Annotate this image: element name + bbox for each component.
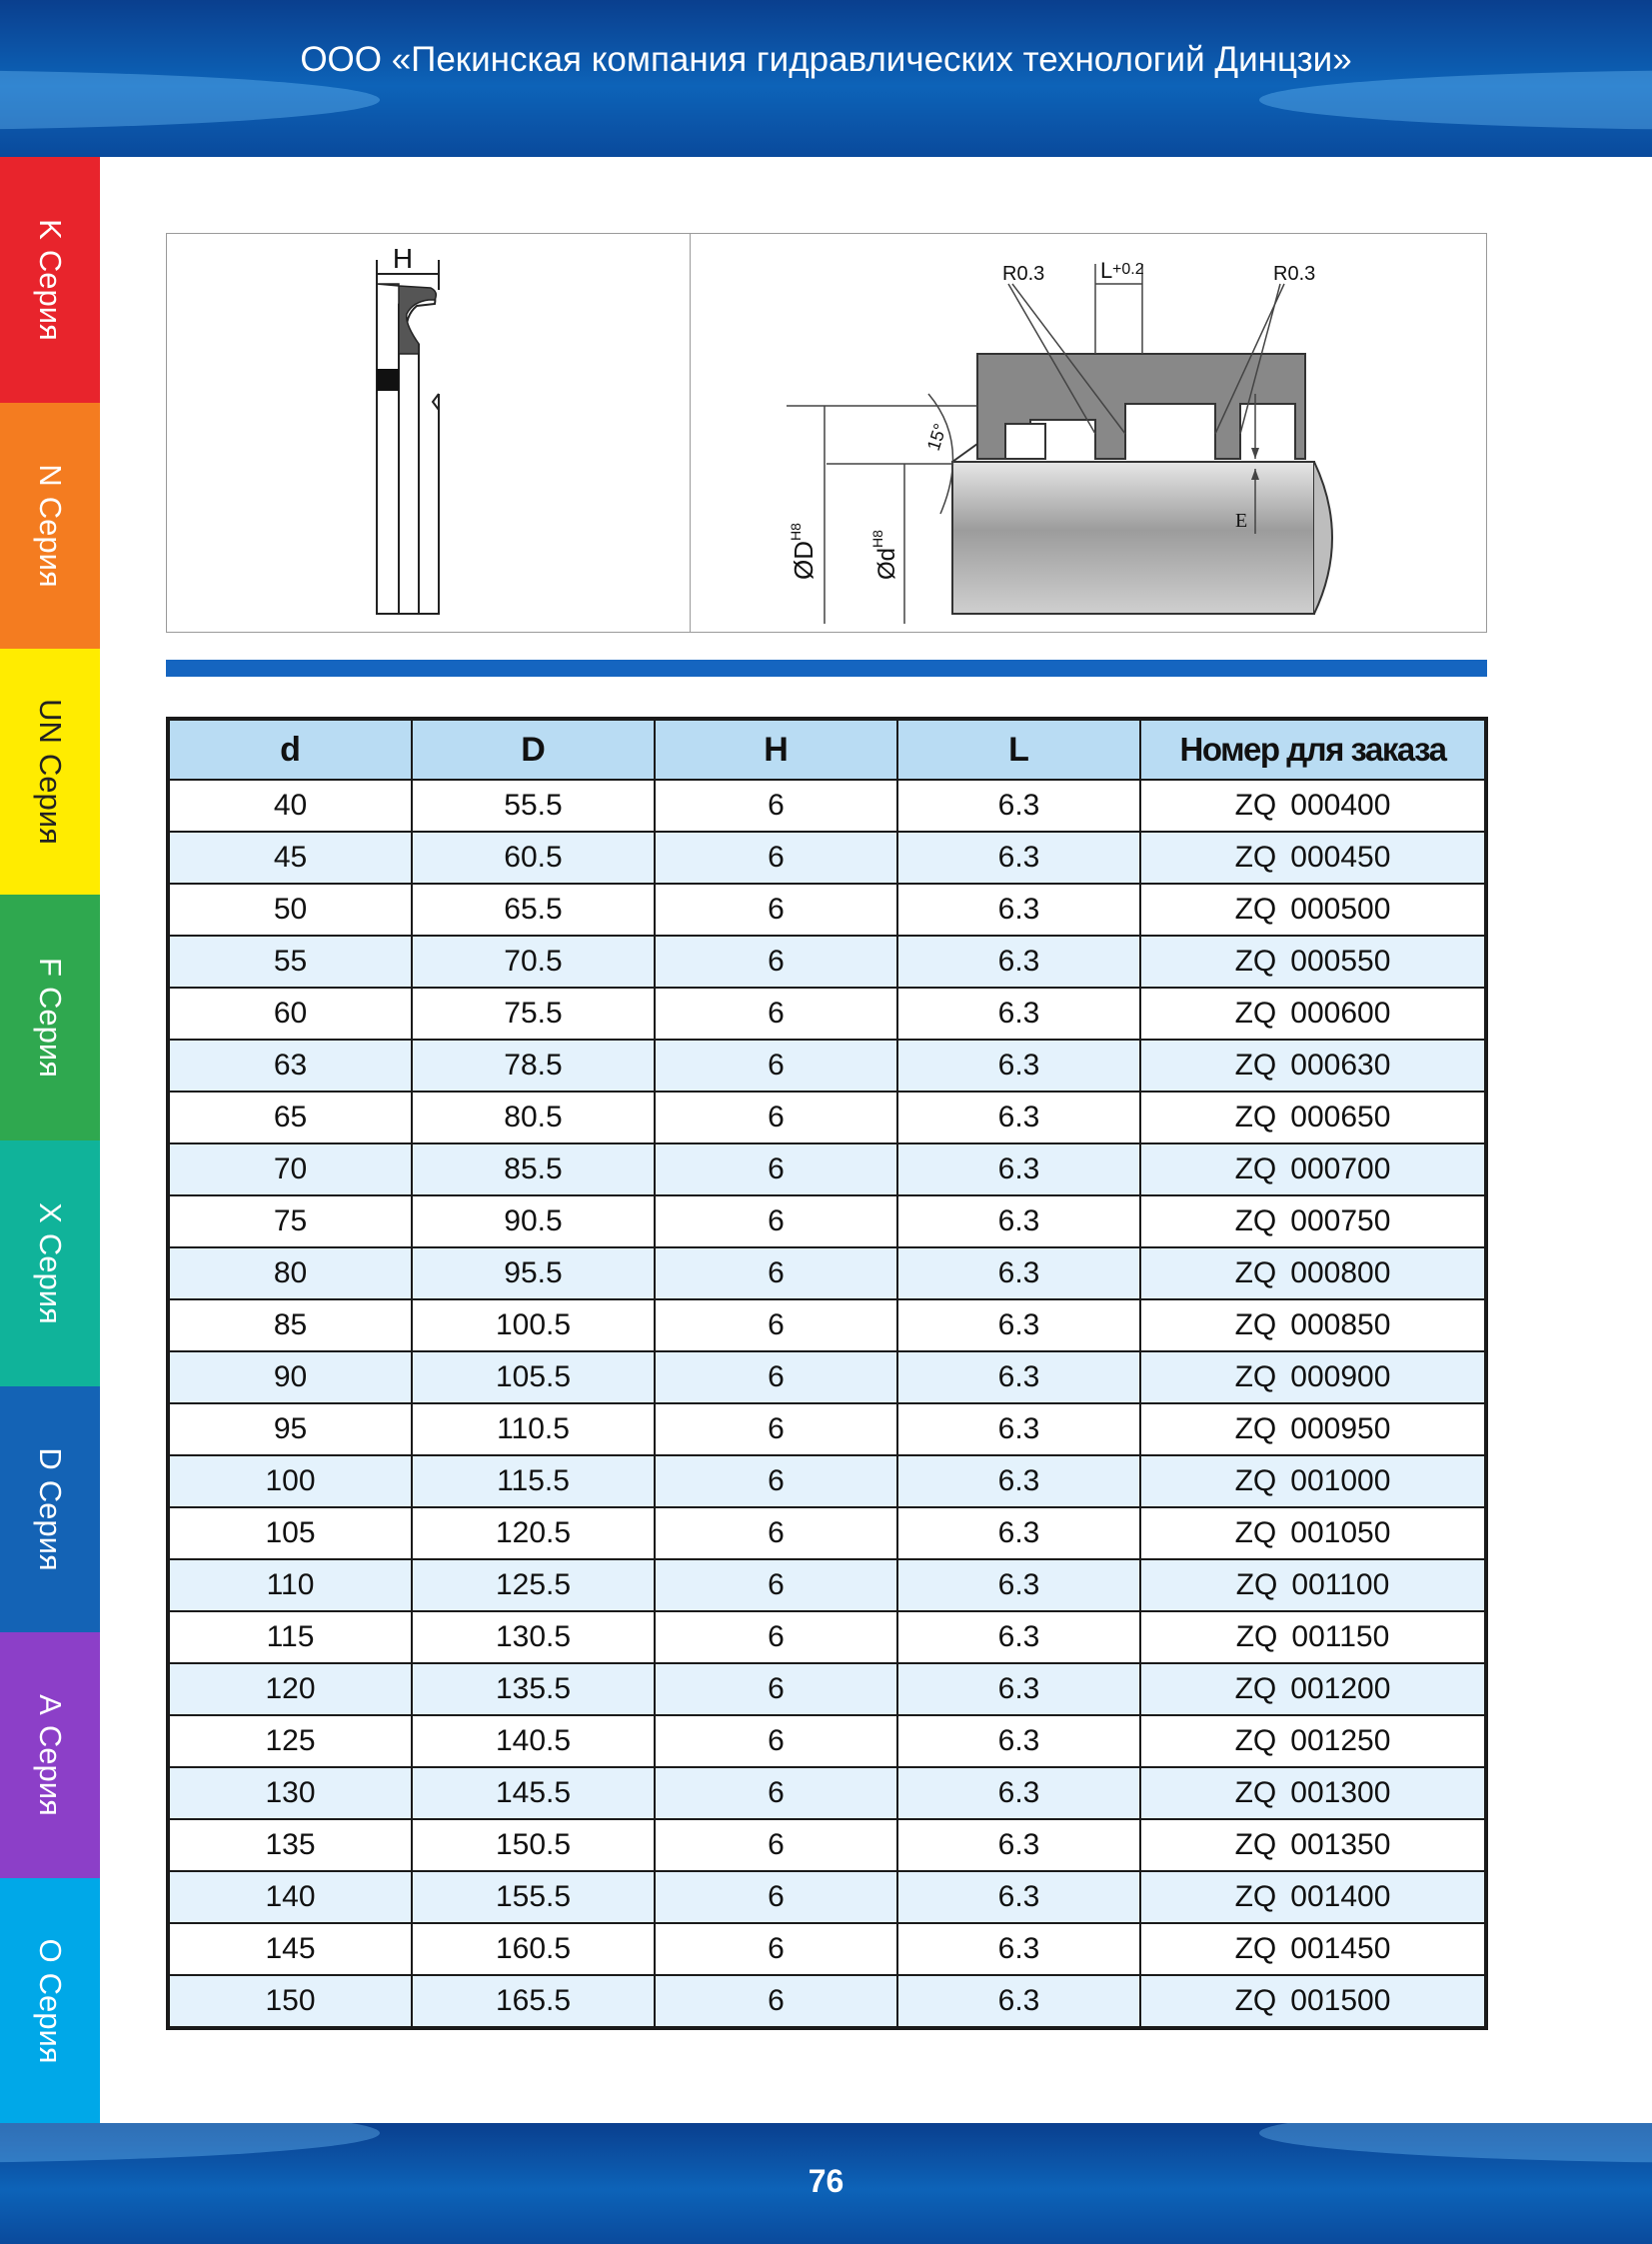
cell-order-number [1140, 1975, 1486, 2028]
cell-d: 105 [168, 1507, 412, 1559]
groove-installation-drawing [691, 234, 1484, 630]
order-prefix: ZQ [1234, 1049, 1277, 1082]
series-tab-label [32, 1202, 68, 1324]
series-tab-label [32, 1447, 68, 1570]
order-prefix: ZQ [1234, 1256, 1277, 1289]
table-row [168, 1143, 1486, 1195]
cell-L: 6.3 [897, 1247, 1140, 1299]
order-code: 001000 [1290, 1464, 1391, 1497]
cell-H: 6 [655, 988, 897, 1040]
order-code: 001450 [1290, 1932, 1391, 1965]
cell-d: 50 [168, 884, 412, 936]
series-code: UN [33, 699, 68, 744]
cell-L: 6.3 [897, 988, 1140, 1040]
series-tab-n[interactable] [0, 403, 100, 649]
series-tab-d[interactable] [0, 1386, 100, 1632]
series-tab-o[interactable] [0, 1878, 100, 2124]
cell-order-number [1140, 1195, 1486, 1247]
order-prefix: ZQ [1234, 997, 1277, 1030]
series-tab-a[interactable] [0, 1632, 100, 1878]
cell-d: 75 [168, 1195, 412, 1247]
table-row [168, 1923, 1486, 1975]
order-code: 000450 [1290, 841, 1391, 874]
table-row [168, 1040, 1486, 1092]
cell-L: 6.3 [897, 1143, 1140, 1195]
column-header-order-number: Номер для заказа [1140, 719, 1486, 780]
cell-H: 6 [655, 884, 897, 936]
table-row [168, 1715, 1486, 1767]
order-code: 001300 [1290, 1776, 1391, 1809]
table-row [168, 1767, 1486, 1819]
cell-d: 45 [168, 832, 412, 884]
table-row [168, 832, 1486, 884]
cell-L: 6.3 [897, 1403, 1140, 1455]
series-tab-label [32, 1938, 68, 2063]
cell-L: 6.3 [897, 780, 1140, 832]
order-code: 000650 [1290, 1101, 1391, 1133]
cell-L: 6.3 [897, 1975, 1140, 2028]
order-prefix: ZQ [1234, 1308, 1277, 1341]
table-row [168, 1819, 1486, 1871]
order-prefix: ZQ [1235, 1568, 1278, 1601]
cell-D: 80.5 [412, 1092, 655, 1143]
series-tab-f[interactable] [0, 895, 100, 1140]
cell-d: 55 [168, 936, 412, 988]
order-code: 001100 [1291, 1568, 1390, 1601]
cell-D: 140.5 [412, 1715, 655, 1767]
cell-H: 6 [655, 1403, 897, 1455]
cell-D: 55.5 [412, 780, 655, 832]
cell-d: 125 [168, 1715, 412, 1767]
cell-H: 6 [655, 936, 897, 988]
series-tab-label [32, 464, 68, 587]
series-tab-label [32, 1694, 68, 1816]
order-prefix: ZQ [1234, 1360, 1277, 1393]
cell-order-number [1140, 1040, 1486, 1092]
cell-H: 6 [655, 832, 897, 884]
order-prefix: ZQ [1234, 1724, 1277, 1757]
cell-d: 130 [168, 1767, 412, 1819]
cell-order-number [1140, 1351, 1486, 1403]
column-header-d: d [168, 719, 412, 780]
cell-L: 6.3 [897, 1663, 1140, 1715]
page-header [0, 0, 1652, 157]
cell-H: 6 [655, 1299, 897, 1351]
cell-L: 6.3 [897, 1351, 1140, 1403]
cell-d: 140 [168, 1871, 412, 1923]
page-footer [0, 2123, 1652, 2244]
gap-e-label: E [1235, 510, 1248, 532]
cell-order-number [1140, 832, 1486, 884]
order-prefix: ZQ [1234, 1880, 1277, 1913]
dim-h-label: H [392, 243, 414, 274]
cell-d: 110 [168, 1559, 412, 1611]
cell-order-number [1140, 1663, 1486, 1715]
cell-d: 150 [168, 1975, 412, 2028]
series-word: Серия [33, 753, 68, 845]
footer-wave-left [0, 2123, 380, 2163]
table-row [168, 780, 1486, 832]
cell-d: 85 [168, 1299, 412, 1351]
cell-H: 6 [655, 1975, 897, 2028]
cell-D: 155.5 [412, 1871, 655, 1923]
series-tab-x[interactable] [0, 1140, 100, 1386]
cell-D: 150.5 [412, 1819, 655, 1871]
cell-order-number [1140, 1299, 1486, 1351]
series-code: K [33, 219, 68, 240]
cell-D: 110.5 [412, 1403, 655, 1455]
cell-H: 6 [655, 780, 897, 832]
series-tab-label [32, 958, 68, 1078]
radius-label-left: R0.3 [1002, 263, 1045, 285]
series-tab-label [32, 699, 68, 845]
cell-order-number [1140, 1403, 1486, 1455]
cell-d: 60 [168, 988, 412, 1040]
cell-d: 115 [168, 1611, 412, 1663]
series-tab-label [32, 219, 68, 341]
order-code: 000750 [1290, 1204, 1391, 1237]
table-row [168, 1351, 1486, 1403]
table-row [168, 1455, 1486, 1507]
order-code: 001350 [1290, 1828, 1391, 1861]
cell-H: 6 [655, 1455, 897, 1507]
cell-order-number [1140, 1611, 1486, 1663]
cell-D: 160.5 [412, 1923, 655, 1975]
order-prefix: ZQ [1234, 1932, 1277, 1965]
cell-d: 63 [168, 1040, 412, 1092]
order-prefix: ZQ [1234, 1984, 1277, 2017]
table-row [168, 1975, 1486, 2028]
cell-H: 6 [655, 1092, 897, 1143]
table-row [168, 1871, 1486, 1923]
cell-order-number [1140, 780, 1486, 832]
cell-L: 6.3 [897, 832, 1140, 884]
cell-order-number [1140, 1923, 1486, 1975]
order-code: 000550 [1290, 945, 1391, 978]
column-header-D: D [412, 719, 655, 780]
series-code: D [33, 1447, 68, 1470]
footer-wave-right [1259, 2123, 1652, 2163]
inner-diameter-label: $Ød^{H8}$ [869, 530, 900, 580]
series-code: O [33, 1938, 68, 1963]
cell-L: 6.3 [897, 1455, 1140, 1507]
order-prefix: ZQ [1234, 841, 1277, 874]
series-tab-k[interactable] [0, 157, 100, 403]
cell-order-number [1140, 884, 1486, 936]
cell-D: 75.5 [412, 988, 655, 1040]
series-code: N [33, 464, 68, 487]
series-word: Серия [33, 1232, 68, 1324]
table-row [168, 884, 1486, 936]
order-prefix: ZQ [1234, 1204, 1277, 1237]
table-row [168, 936, 1486, 988]
table-row [168, 1092, 1486, 1143]
cell-H: 6 [655, 1143, 897, 1195]
series-code: X [33, 1202, 68, 1223]
cell-D: 125.5 [412, 1559, 655, 1611]
order-code: 000950 [1290, 1412, 1391, 1445]
cell-D: 145.5 [412, 1767, 655, 1819]
series-code: F [33, 958, 68, 977]
cell-d: 70 [168, 1143, 412, 1195]
cell-L: 6.3 [897, 1195, 1140, 1247]
cell-H: 6 [655, 1663, 897, 1715]
series-tab-un[interactable] [0, 649, 100, 895]
cell-H: 6 [655, 1507, 897, 1559]
table-row [168, 1195, 1486, 1247]
cell-L: 6.3 [897, 1767, 1140, 1819]
cell-H: 6 [655, 1871, 897, 1923]
table-row [168, 1403, 1486, 1455]
cell-L: 6.3 [897, 1871, 1140, 1923]
cell-H: 6 [655, 1040, 897, 1092]
company-title: ООО «Пекинская компания гидравлических технологий Динцзи» [300, 40, 1352, 79]
seal-profile-drawing [167, 234, 689, 630]
cell-H: 6 [655, 1247, 897, 1299]
order-code: 000850 [1290, 1308, 1391, 1341]
order-code: 001200 [1290, 1672, 1391, 1705]
cell-d: 145 [168, 1923, 412, 1975]
order-code: 001050 [1290, 1516, 1391, 1549]
order-prefix: ZQ [1234, 1776, 1277, 1809]
series-word: Серия [33, 1972, 68, 2064]
table-row [168, 1611, 1486, 1663]
table-row [168, 1247, 1486, 1299]
cell-order-number [1140, 1247, 1486, 1299]
order-prefix: ZQ [1234, 1464, 1277, 1497]
groove-length-tolerance: +0.2 [1112, 261, 1144, 278]
series-code: A [33, 1694, 68, 1715]
cell-order-number [1140, 1455, 1486, 1507]
cell-order-number [1140, 936, 1486, 988]
cell-d: 100 [168, 1455, 412, 1507]
radius-label-right: R0.3 [1273, 263, 1316, 285]
order-code: 000800 [1290, 1256, 1391, 1289]
cell-order-number [1140, 1092, 1486, 1143]
cell-order-number [1140, 1507, 1486, 1559]
cell-D: 70.5 [412, 936, 655, 988]
series-sidebar [0, 157, 100, 2123]
order-code: 001400 [1290, 1880, 1391, 1913]
cell-order-number [1140, 1715, 1486, 1767]
cell-D: 65.5 [412, 884, 655, 936]
cell-D: 105.5 [412, 1351, 655, 1403]
order-code: 000630 [1290, 1049, 1391, 1082]
cell-D: 165.5 [412, 1975, 655, 2028]
cell-H: 6 [655, 1559, 897, 1611]
order-code: 001500 [1290, 1984, 1391, 2017]
cell-L: 6.3 [897, 1040, 1140, 1092]
order-code: 000600 [1290, 997, 1391, 1030]
section-divider [166, 660, 1487, 677]
cell-order-number [1140, 1143, 1486, 1195]
cell-D: 135.5 [412, 1663, 655, 1715]
cell-L: 6.3 [897, 1559, 1140, 1611]
cell-D: 130.5 [412, 1611, 655, 1663]
column-header-H: H [655, 719, 897, 780]
order-prefix: ZQ [1234, 789, 1277, 822]
cell-D: 60.5 [412, 832, 655, 884]
table-row [168, 988, 1486, 1040]
cell-order-number [1140, 1767, 1486, 1819]
cell-d: 80 [168, 1247, 412, 1299]
column-header-L: L [897, 719, 1140, 780]
cell-H: 6 [655, 1819, 897, 1871]
cell-d: 40 [168, 780, 412, 832]
order-prefix: ZQ [1234, 945, 1277, 978]
chamfer-angle-label: 15° [922, 421, 951, 454]
cell-L: 6.3 [897, 1819, 1140, 1871]
order-code: 000700 [1290, 1152, 1391, 1185]
cell-d: 95 [168, 1403, 412, 1455]
cell-H: 6 [655, 1715, 897, 1767]
cell-d: 120 [168, 1663, 412, 1715]
series-word: Серия [33, 496, 68, 588]
table-header-row [168, 719, 1486, 780]
cell-H: 6 [655, 1767, 897, 1819]
cell-d: 135 [168, 1819, 412, 1871]
cell-L: 6.3 [897, 1092, 1140, 1143]
cell-L: 6.3 [897, 884, 1140, 936]
cell-L: 6.3 [897, 1611, 1140, 1663]
cell-L: 6.3 [897, 936, 1140, 988]
series-word: Серия [33, 249, 68, 341]
outer-diameter-label: $ØD^{H8}$ [788, 523, 819, 580]
cell-order-number [1140, 1559, 1486, 1611]
series-word: Серия [33, 986, 68, 1078]
order-prefix: ZQ [1234, 1516, 1277, 1549]
table-row [168, 1507, 1486, 1559]
order-code: 000900 [1290, 1360, 1391, 1393]
order-prefix: ZQ [1234, 1828, 1277, 1861]
table-row [168, 1299, 1486, 1351]
cell-D: 120.5 [412, 1507, 655, 1559]
cell-D: 78.5 [412, 1040, 655, 1092]
cell-H: 6 [655, 1195, 897, 1247]
groove-length-label: L [1100, 258, 1113, 283]
order-code: 000500 [1290, 893, 1391, 926]
cell-L: 6.3 [897, 1299, 1140, 1351]
order-prefix: ZQ [1234, 1412, 1277, 1445]
cell-D: 85.5 [412, 1143, 655, 1195]
cell-H: 6 [655, 1611, 897, 1663]
cell-d: 90 [168, 1351, 412, 1403]
cell-L: 6.3 [897, 1923, 1140, 1975]
order-prefix: ZQ [1235, 1620, 1278, 1653]
series-word: Серия [33, 1724, 68, 1816]
order-prefix: ZQ [1234, 1101, 1277, 1133]
cell-order-number [1140, 1819, 1486, 1871]
cell-order-number [1140, 1871, 1486, 1923]
page-number: 76 [808, 2163, 844, 2199]
order-code: 000400 [1290, 789, 1391, 822]
cell-D: 95.5 [412, 1247, 655, 1299]
order-prefix: ZQ [1234, 1672, 1277, 1705]
cell-L: 6.3 [897, 1715, 1140, 1767]
cell-D: 115.5 [412, 1455, 655, 1507]
cell-H: 6 [655, 1351, 897, 1403]
table-row [168, 1663, 1486, 1715]
cell-D: 90.5 [412, 1195, 655, 1247]
order-code: 001150 [1291, 1620, 1390, 1653]
cell-L: 6.3 [897, 1507, 1140, 1559]
cell-order-number [1140, 988, 1486, 1040]
cell-H: 6 [655, 1923, 897, 1975]
order-code: 001250 [1290, 1724, 1391, 1757]
series-word: Серия [33, 1479, 68, 1571]
cell-D: 100.5 [412, 1299, 655, 1351]
order-prefix: ZQ [1234, 1152, 1277, 1185]
order-prefix: ZQ [1234, 893, 1277, 926]
table-row [168, 1559, 1486, 1611]
cell-d: 65 [168, 1092, 412, 1143]
seal-dimension-table [166, 717, 1488, 2030]
